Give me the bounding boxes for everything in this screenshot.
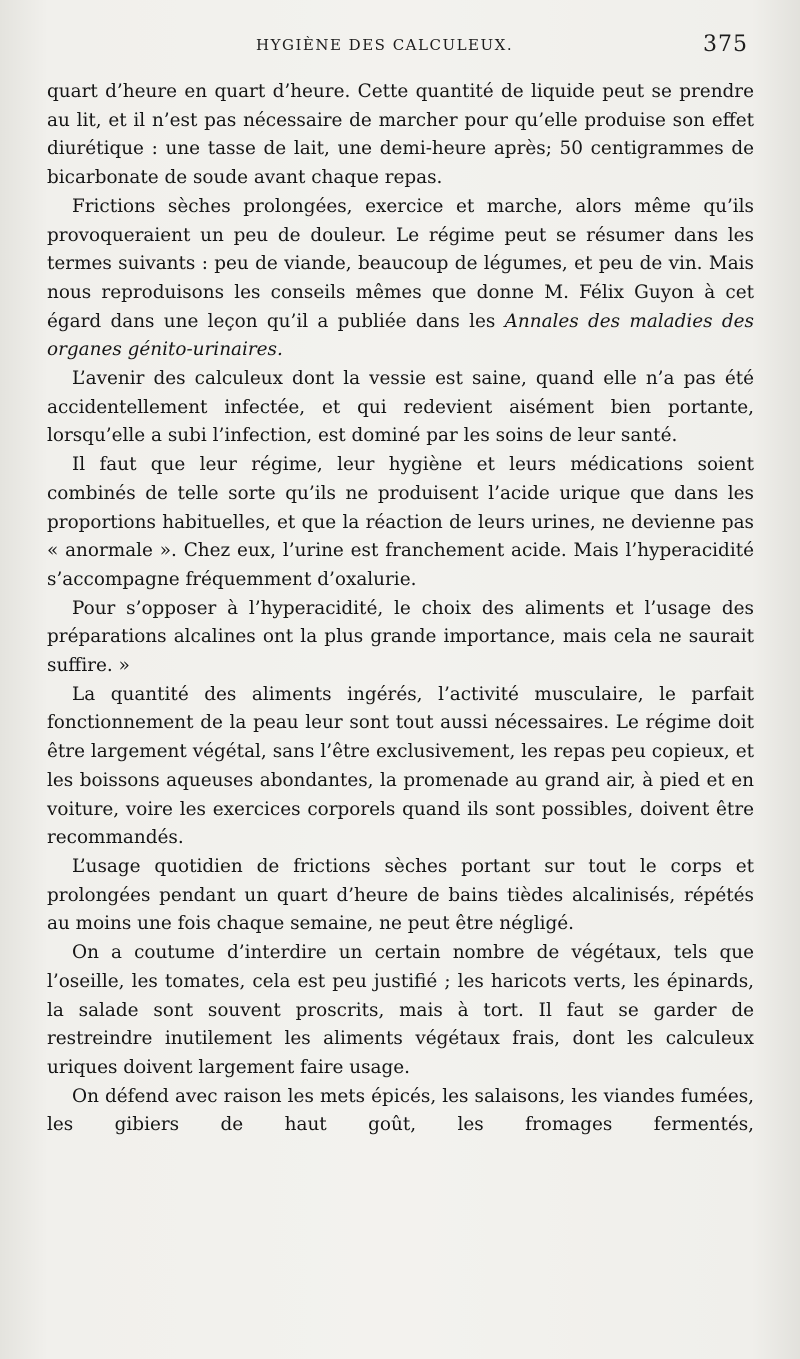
paragraph-text: L’avenir des calculeux dont la vessie est saine, quand elle n’a pas été accidentellement infectée, et qui redevient aisément bien portante, lorsqu’elle a subi l’infection, est dominé par les soins de leur santé. [47, 368, 754, 447]
running-title: HYGIÈNE DES CALCULEUX. [256, 36, 514, 54]
paragraph-1 [47, 78, 754, 193]
body-text [47, 78, 754, 1140]
paragraph-7 [47, 853, 754, 939]
paragraph-text: Frictions sèches prolongées, exercice et marche, alors même qu’ils provoqueraient un peu de douleur. Le régime peut se résumer dans les termes suivants : peu de viande, beaucoup de légumes, et peu de vin. Mais nous reproduisons les conseils mêmes que donne M. Félix Guyon à cet égard dans une leçon qu’il a publiée dans les [47, 195, 754, 332]
paragraph-text: quart d’heure en quart d’heure. Cette quantité de liquide peut se prendre au lit, et il n’est pas nécessaire de marcher pour qu’elle produise son effet diurétique : une tasse de lait, une demi-heure après; 50 centigrammes de bicarbonate de soude avant chaque repas. [47, 81, 754, 189]
page-number: 375 [703, 32, 748, 57]
paragraph-5 [47, 595, 754, 681]
paragraph-2 [47, 193, 754, 365]
paragraph-text: L’usage quotidien de frictions sèches portant sur tout le corps et prolongées pendant un quart d’heure de bains tièdes alcalinisés, répétés au moins une fois chaque semaine, ne peut être négligé. [47, 855, 754, 935]
journal-title: Annales des maladies des organes génito-urinaires. [47, 310, 754, 361]
paragraph-6 [47, 681, 754, 853]
paragraph-4 [47, 451, 754, 595]
paragraph-text: Pour s’opposer à l’hyperacidité, le choix des aliments et l’usage des préparations alcalines ont la plus grande importance, mais cela ne saurait suffire. » [47, 597, 754, 677]
paragraph-text: On a coutume d’interdire un certain nombre de végétaux, tels que l’oseille, les tomates, cela est peu justifié ; les haricots verts, les épinards, la salade sont souvent proscrits, mais à tort. Il faut se garder de restreindre inutilement les aliments végétaux frais, dont les calculeux uriques doivent largement faire usage. [47, 942, 754, 1078]
paragraph-8 [47, 939, 754, 1083]
paragraph-3 [47, 365, 754, 451]
paragraph-text: La quantité des aliments ingérés, l’activité musculaire, le parfait fonctionnement de la peau leur sont tout aussi nécessaires. Le régime doit être largement végétal, sans l’être exclusivement, les repas peu copieux, et les boissons aqueuses abondantes, la promenade au grand air, à pied et en voiture, voire les exercices corporels quand ils sont possibles, doivent être recommandés. [47, 683, 754, 849]
paragraph-9 [47, 1083, 754, 1140]
page-header [0, 28, 800, 68]
paragraph-text: On défend avec raison les mets épicés, les salaisons, les viandes fumées, les gibiers de haut goût, les fromages fermentés, [47, 1085, 754, 1136]
paragraph-text: Il faut que leur régime, leur hygiène et leurs médications soient combinés de telle sorte qu’ils ne produisent l’acide urique que dans les proportions habituelles, et que la réaction de leurs urines, ne devienne pas « anormale ». Chez eux, l’urine est franchement acide. Mais l’hyperacidité s’accompagne fréquemment d’oxalurie. [47, 454, 754, 590]
